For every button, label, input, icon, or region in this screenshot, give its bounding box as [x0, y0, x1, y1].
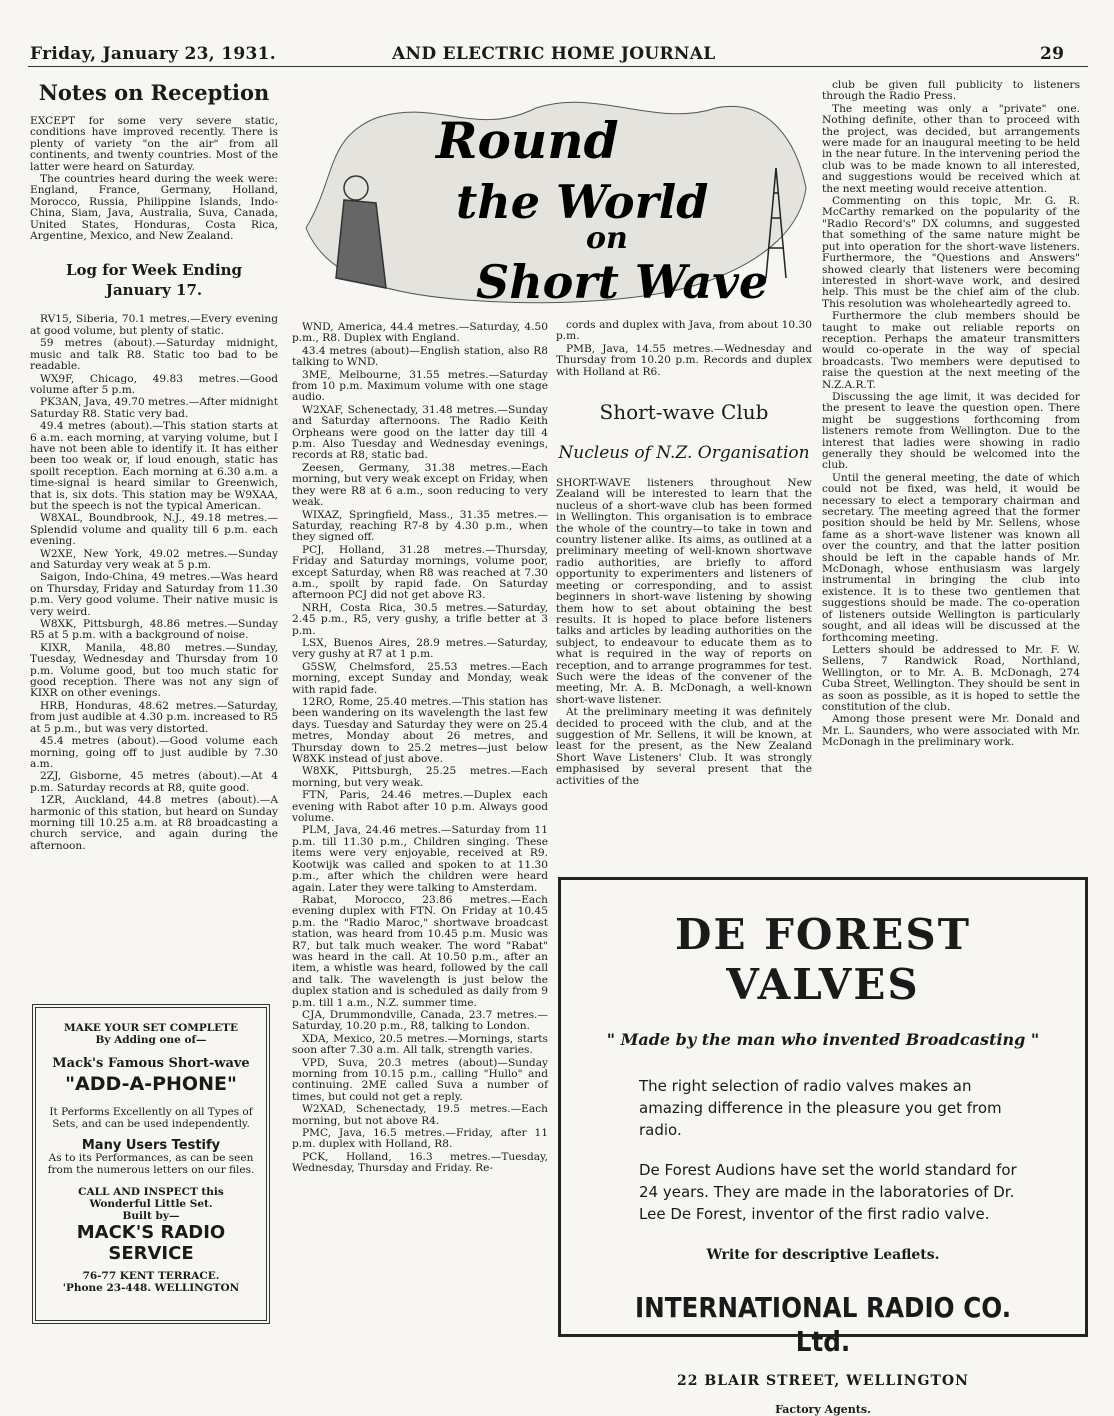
macks-product: "ADD-A-PHONE": [65, 1073, 237, 1095]
deforest-company: INTERNATIONAL RADIO CO. Ltd.: [634, 1291, 1012, 1358]
log-entry: WX9F, Chicago, 49.83 metres.—Good volume after 5 p.m.: [30, 372, 278, 396]
log-entry: WND, America, 44.4 metres.—Saturday, 4.50 p.m., R8. Duplex with England.: [292, 321, 548, 345]
club-paragraph: club be given full publicity to listeners through the Radio Press.: [822, 79, 1080, 103]
log-entry: PCK, Holland, 16.3 metres.—Tuesday, Wednesday, Thursday and Friday. Re-: [292, 1150, 548, 1175]
log-entry: G5SW, Chelmsford, 25.53 metres.—Each morning, except Sunday and Monday, weak with rapid fade.: [292, 660, 548, 696]
macks-line12: 76-77 KENT TERRACE.: [82, 1270, 220, 1282]
club-paragraph: Until the general meeting, the date of which could not be fixed, was held, it would be necessary to elect a temporary chairman and secretary. The meeting agreed that the former position should be held by Mr. Sellens, whose fame as a short-wave listener was known all over the country, and that the latter position should be left in the capable hands of Mr. McDonagh, whose enthusiasm was largely instrumental in bringing the club into existence. It is to these two gentlemen that suggestions should be made. The co-operation of listeners outside Wellington is particularly sought, and all ideas will be discussed at the forthcoming meeting.: [822, 471, 1080, 644]
page-number: 29: [1040, 44, 1065, 64]
macks-line5: It Performs Excellently on all Types of Sets, and can be used independently.: [49, 1106, 253, 1130]
notes-title: Notes on Reception: [38, 80, 270, 105]
club-paragraph: Among those present were Mr. Donald and Mr. L. Saunders, who were associated with Mr. McDonagh in the preliminary work.: [822, 713, 1080, 749]
club-subtitle: Nucleus of N.Z. Organisation: [558, 443, 810, 464]
log-entries-col1: [30, 314, 278, 852]
log-entry: CJA, Drummondville, Canada, 23.7 metres.—Saturday, 10.20 p.m., R8, talking to London.: [292, 1008, 548, 1033]
log-entry: W8XK, Pittsburgh, 25.25 metres.—Each morning, but very weak.: [292, 765, 548, 789]
deforest-para2: De Forest Audions have set the world standard for 24 years. They are made in the laboratories of Dr. Lee De Forest, inventor of the first radio valve.: [639, 1161, 1017, 1223]
log-entry: 49.4 metres (about).—This station starts at 6 a.m. each morning, at varying volume, but I have not been able to identify it. It has either been too weak or, if loud enough, static has spoilt reception. Each morning at 6.30 a.m. a time-signal is heard similar to Greenwich, that is, six dots. This station may be W9XAA, but the speech is not the typical American.: [30, 420, 278, 512]
deforest-para1: The right selection of radio valves makes an amazing difference in the pleasure you get from radio.: [639, 1077, 1002, 1139]
log-entry: KIXR, Manila, 48.80 metres.—Sunday, Tuesday, Wednesday and Thursday from 10 p.m. Volume good, but too much static for good reception. There was not any sign of KIXR on other evenings.: [30, 641, 278, 700]
deforest-write: Write for descriptive Leaflets.: [706, 1247, 940, 1263]
log-entry: W2XE, New York, 49.02 metres.—Sunday and Saturday very weak at 5 p.m.: [30, 547, 278, 571]
log-entry: VPD, Suva, 20.3 metres (about)—Sunday morning from 10.15 p.m., calling "Hullo" and continuing. 2ME called Suva a number of times, but could not get a reply.: [292, 1056, 548, 1103]
club-continuation: [822, 80, 1080, 749]
macks-line9: Built by—: [122, 1210, 180, 1222]
banner-line1: Round: [436, 111, 619, 170]
log-entry: Rabat, Morocco, 23.86 metres.—Each evening duplex with FTN. On Friday at 10.45 p.m. the "Radio Maroc," shortwave broadcast station, was heard from 10.45 p.m. Music was R7, but talk much weaker. The word "Rabat" was heard in the call. At 10.50 p.m., after an item, a whistle was heard, followed by the call and talk. The wavelength is just below the duplex station and is scheduled as daily from 9 p.m. till 1 a.m., N.Z. summer time.: [292, 893, 548, 1009]
club-para2: At the preliminary meeting it was definitely decided to proceed with the club, and at the suggestion of Mr. Sellens, it will be known, at least for the present, as the New Zealand Short Wave Listeners' Club. It was strongly emphasised by several present that the activities of the: [556, 706, 812, 787]
log-entry: 43.4 metres (about)—English station, also R8 talking to WND.: [292, 344, 548, 369]
log-entry: WIXAZ, Springfield, Mass., 31.35 metres.—Saturday, reaching R7-8 by 4.30 p.m., when they signed off.: [292, 508, 548, 544]
log-entries-col3: [556, 320, 812, 378]
notes-countries: The countries heard during the week were: England, France, Germany, Holland, Morocco, Russia, Philippine Islands, Indo-China, Siam, Java, Australia, Suva, Canada, United States, Honduras, Costa Rica, Argentine, Mexico, and New Zealand.: [30, 173, 278, 243]
macks-line3: Mack's Famous Short-wave: [52, 1056, 250, 1071]
banner-illustration: [296, 78, 816, 316]
macks-advert: [32, 1004, 270, 1324]
header-journal: AND ELECTRIC HOME JOURNAL: [392, 44, 716, 64]
log-entry: Saigon, Indo-China, 49 metres.—Was heard on Thursday, Friday and Saturday from 11.30 p.m. Very good volume. Their native music is very weird.: [30, 571, 278, 618]
club-paragraph: Commenting on this topic, Mr. G. R. McCarthy remarked on the popularity of the "Radio Record's" DX columns, and suggested that something of the same nature might be put into operation for the short-wave listeners. Furthermore, the "Questions and Answers" showed clearly that listeners were becoming interested in short-wave work, and desired help. This must be the chief aim of the club. This resolution was wholeheartedly agreed to.: [822, 195, 1080, 310]
log-entry: 2ZJ, Gisborne, 45 metres (about).—At 4 p.m. Saturday records at R8, quite good.: [30, 770, 278, 794]
macks-line8: CALL AND INSPECT this Wonderful Little Set.: [78, 1186, 224, 1210]
macks-line13: 'Phone 23-448. WELLINGTON: [62, 1282, 240, 1294]
header-date: Friday, January 23, 1931.: [30, 44, 276, 64]
macks-line10: MACK'S RADIO: [76, 1222, 226, 1243]
log-entries-col2: [292, 322, 548, 1175]
macks-line11: SERVICE: [108, 1243, 194, 1264]
header-rule: [28, 66, 1088, 67]
macks-line7: As to its Performances, as can be seen from the numerous letters on our files.: [47, 1152, 255, 1176]
de-forest-advert: [558, 877, 1088, 1416]
log-entry: PCJ, Holland, 31.28 metres.—Thursday, Friday and Saturday mornings, volume poor, except Saturday, when R8 was reached at 7.30 a.m., spoilt by rapid fade. On Saturday afternoon PCJ did not get above R3.: [292, 543, 548, 602]
log-entry: 45.4 metres (about).—Good volume each morning, going off to just audible by 7.30 a.m.: [30, 735, 278, 770]
log-entry: PK3AN, Java, 49.70 metres.—After midnight Saturday R8. Static very bad.: [30, 396, 278, 420]
log-title: Log for Week Ending: [65, 261, 243, 280]
log-entry: RV15, Siberia, 70.1 metres.—Every evening at good volume, but plenty of static.: [30, 313, 278, 337]
club-paragraph: Letters should be addressed to Mr. F. W. Sellens, 7 Randwick Road, Northland, Wellington, or to Mr. A. B. McDonagh, 274 Cuba Street, Wellington. They should be sent in as soon as possible, as it is hoped to settle the constitution of the club.: [822, 643, 1080, 713]
macks-line1: MAKE YOUR SET COMPLETE: [63, 1022, 238, 1034]
column-1: [30, 80, 278, 853]
log-entry: 3ME, Melbourne, 31.55 metres.—Saturday from 10 p.m. Maximum volume with one stage audio.: [292, 368, 548, 404]
column-2: [292, 322, 548, 1176]
club-para1: SHORT-WAVE listeners throughout New Zealand will be interested to learn that the nucleus of a short-wave club has been formed in Wellington. This organisation is to embrace the whole of the country—to take in town and country listener alike. Its aims, as outlined at a preliminary meeting of well-known shortwave radio authorities, are briefly to afford opportunity to experimenters and listeners of meeting or corresponding, and to assist beginners in short-wave listening by showing them how to set about obtaining the best results. It is hoped to place before listeners talks and articles by leading authorities on the subject, to endeavour to educate them as to what is required in the way of reports on reception, and to arrange programmes for test. Such were the ideas of the convener of the meeting, Mr. A. B. McDonagh, a well-known short-wave listener.: [556, 477, 812, 706]
column-4: [822, 80, 1080, 750]
log-entry: cords and duplex with Java, from about 10.30 p.m.: [556, 319, 812, 343]
log-entry: 12RO, Rome, 25.40 metres.—This station has been wandering on its wavelength the last few days. Tuesday and Saturday they were on 25.4 metres, Monday about 26 metres, and Thursday down to 25.2 metres—just below W8XK instead of just above.: [292, 696, 548, 766]
macks-line6: Many Users Testify: [81, 1138, 221, 1153]
log-entry: Zeesen, Germany, 31.38 metres.—Each morning, but very weak except on Friday, when they were R8 at 6 a.m., soon reducing to very weak.: [292, 461, 548, 509]
column-3: [556, 320, 812, 788]
club-paragraph: Discussing the age limit, it was decided for the present to leave the question open. There might be suggestions forthcoming from listeners remote from Wellington. Due to the interest that ladies were showing in radio generally they should be welcomed into the club.: [822, 390, 1080, 472]
log-entry: PMC, Java, 16.5 metres.—Friday, after 11 p.m. duplex with Holland, R8.: [292, 1127, 548, 1151]
club-title: Short-wave Club: [599, 400, 769, 425]
log-entry: NRH, Costa Rica, 30.5 metres.—Saturday, 2.45 p.m., R5, very gushy, a trifle better at 3 p.m.: [292, 601, 548, 637]
club-paragraph: Furthermore the club members should be taught to make out reliable reports on reception. Perhaps the amateur transmitters would co-operate in the way of special broadcasts. Two members were deputised to raise the question at the next meeting of the N.Z.A.R.T.: [822, 310, 1080, 391]
log-entry: PLM, Java, 24.46 metres.—Saturday from 11 p.m. till 11.30 p.m., Children singing. These items were very enjoyable, received at R9. Kootwijk was called and spoken to at 11.30 p.m., after which the children were heard again. Later they were talking to Amsterdam.: [292, 824, 548, 894]
log-entry: FTN, Paris, 24.46 metres.—Duplex each evening with Rabot after 10 p.m. Always good volume.: [292, 789, 548, 825]
deforest-agents: Factory Agents.: [775, 1403, 871, 1416]
log-entry: W8XAL, Boundbrook, N.J., 49.18 metres.—Splendid volume and quality till 6 p.m. each evening.: [30, 512, 278, 548]
deforest-tagline: " Made by the man who invented Broadcasting ": [606, 1030, 1040, 1049]
macks-line2: By Adding one of—: [95, 1034, 207, 1046]
log-entry: 1ZR, Auckland, 44.8 metres (about).—A harmonic of this station, but heard on Sunday morning till 10.25 a.m. at R8 broadcasting a church service, and again during the afternoon.: [30, 794, 278, 852]
log-entry: HRB, Honduras, 48.62 metres.—Saturday, from just audible at 4.30 p.m. increased to R5 at 5 p.m., but was very distorted.: [30, 699, 278, 735]
banner-line2: the World: [456, 175, 709, 229]
banner-line3: on: [586, 221, 628, 256]
club-paragraph: The meeting was only a "private" one. Nothing definite, other than to proceed with the project, was decided, but arrangements were made for an inaugural meeting to be held in the near future. In the intervening period the club was to be made known to all interested, and suggestions would be received which at the next meeting would receive attention.: [822, 102, 1080, 195]
log-entry: 59 metres (about).—Saturday midnight, music and talk R8. Static too bad to be readable.: [30, 337, 278, 373]
log-entry: W2XAD, Schenectady, 19.5 metres.—Each morning, but not above R4.: [292, 1103, 548, 1127]
log-entry: W2XAF, Schenectady, 31.48 metres.—Sunday and Saturday afternoons. The Radio Keith Orpheans were good on the latter day till 4 p.m. Also Tuesday and Wednesday evenings, records at R8, static bad.: [292, 403, 548, 462]
deforest-address: 22 BLAIR STREET, WELLINGTON: [677, 1373, 969, 1389]
deforest-title: DE FOREST VALVES: [675, 910, 971, 1009]
log-entry: W8XK, Pittsburgh, 48.86 metres.—Sunday R5 at 5 p.m. with a background of noise.: [30, 618, 278, 642]
log-entry: LSX, Buenos Aires, 28.9 metres.—Saturday, very gushy at R7 at 1 p.m.: [292, 636, 548, 661]
notes-intro: EXCEPT for some very severe static, conditions have improved recently. There is plenty of variety "on the air" from all continents, and twenty countries. Most of the latter were heard on Saturday.: [30, 115, 278, 173]
banner-line4: Short Wave: [476, 255, 769, 309]
log-entry: XDA, Mexico, 20.5 metres.—Mornings, starts soon after 7.30 a.m. All talk, strength varies.: [292, 1032, 548, 1057]
log-subtitle: January 17.: [105, 281, 203, 300]
round-the-world-banner: [296, 78, 816, 316]
log-entry: PMB, Java, 14.55 metres.—Wednesday and Thursday from 10.20 p.m. Records and duplex with Holland at R6.: [556, 342, 812, 378]
